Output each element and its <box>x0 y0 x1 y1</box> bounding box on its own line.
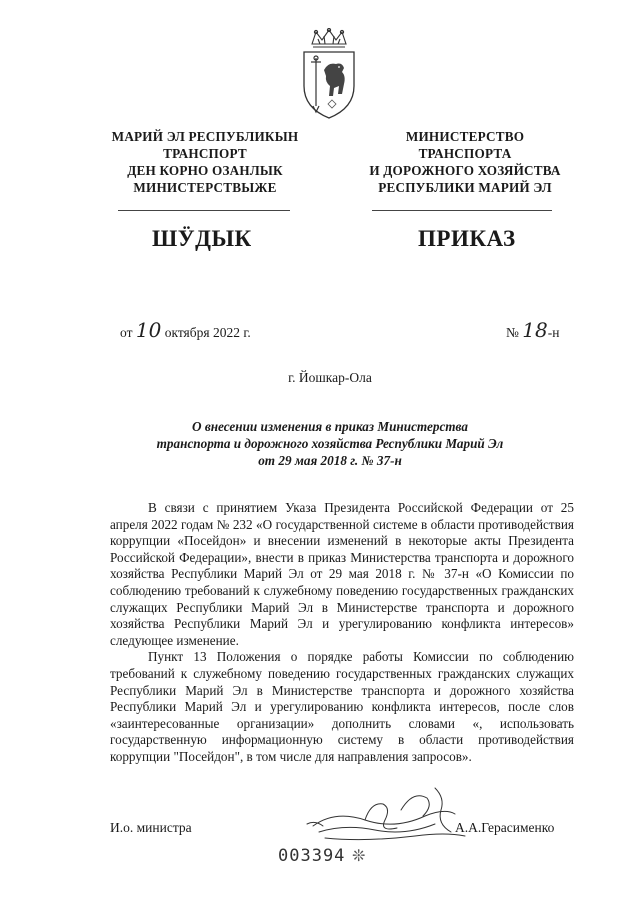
header-divider-right <box>372 210 552 211</box>
org-name-line: РЕСПУБЛИКИ МАРИЙ ЭЛ <box>378 180 552 195</box>
body-paragraph: Пункт 13 Положения о порядке работы Комиссии по соблюдению требований к служебному поведению государственных гражданских служащих Республики Марий Эл в Министерстве транспорта и дорожного хозяйства Республики Марий Эл и урегулированию конфликта интересов, после слов «заинтересованные организации» дополнить словами «, использовать государственную информационную систему в области противодействия коррупции "Посейдон", в том числе для направления запросов». <box>110 649 574 764</box>
title-line: от 29 мая 2018 г. № 37-н <box>258 453 402 468</box>
serial-number: 003394 <box>278 846 346 866</box>
serial-mark-icon: ❊ <box>352 848 366 865</box>
signatory-name: А.А.Герасименко <box>455 820 555 835</box>
org-name-line: ТРАНСПОРТ <box>163 146 247 161</box>
body-paragraph: В связи с принятием Указа Президента Российской Федерации от 25 апреля 2022 годам № 232 «О государственной системе в области противодействия коррупции «Посейдон» и внесении изменений в некоторые акты Президента Российской Федерации», внести в приказ Министерства транспорта и дорожного хозяйства Республики Марий Эл от 29 мая 2018 г. № 37-н «О Комиссии по соблюдению требований к служебному поведению государственных гражданских служащих Республики Марий Эл в Министерстве транспорта и дорожного хозяйства Республики Марий Эл и урегулированию конфликта интересов» следующее изменение. <box>110 500 574 648</box>
org-name-line: МАРИЙ ЭЛ РЕСПУБЛИКЫН <box>111 129 299 144</box>
city: г. Йошкар-Ола <box>288 370 372 385</box>
title-line: транспорта и дорожного хозяйства Республики Марий Эл <box>156 436 504 451</box>
org-name-line: И ДОРОЖНОГО ХОЗЯЙСТВА <box>369 163 561 178</box>
number-handwritten: 18 <box>522 318 548 342</box>
number-suffix: -н <box>547 325 560 340</box>
document-title <box>120 418 540 469</box>
doc-type-mari: ШӰДЫК <box>152 226 252 251</box>
org-name-line: ТРАНСПОРТА <box>418 146 512 161</box>
order-date <box>120 318 251 342</box>
number-prefix: № <box>506 325 519 340</box>
org-name-russian <box>350 128 580 196</box>
coat-of-arms-icon <box>298 28 360 120</box>
doc-type-russian: ПРИКАЗ <box>418 226 516 251</box>
title-line: О внесении изменения в приказ Министерства <box>192 419 468 434</box>
date-rest: октября 2022 г. <box>164 325 251 340</box>
date-prefix: от <box>120 325 133 340</box>
org-name-line: МИНИСТЕРСТВЫЖЕ <box>133 180 277 195</box>
order-number <box>506 318 559 342</box>
signatory-position: И.о. министра <box>110 820 192 835</box>
header-divider-left <box>118 210 290 211</box>
handwritten-signature <box>305 780 475 850</box>
date-day-handwritten: 10 <box>135 318 162 342</box>
org-name-line: МИНИСТЕРСТВО <box>405 129 525 144</box>
org-name-line: ДЕН КОРНО ОЗАНЛЫК <box>127 163 283 178</box>
org-name-mari <box>95 128 315 196</box>
document-body <box>110 500 574 766</box>
